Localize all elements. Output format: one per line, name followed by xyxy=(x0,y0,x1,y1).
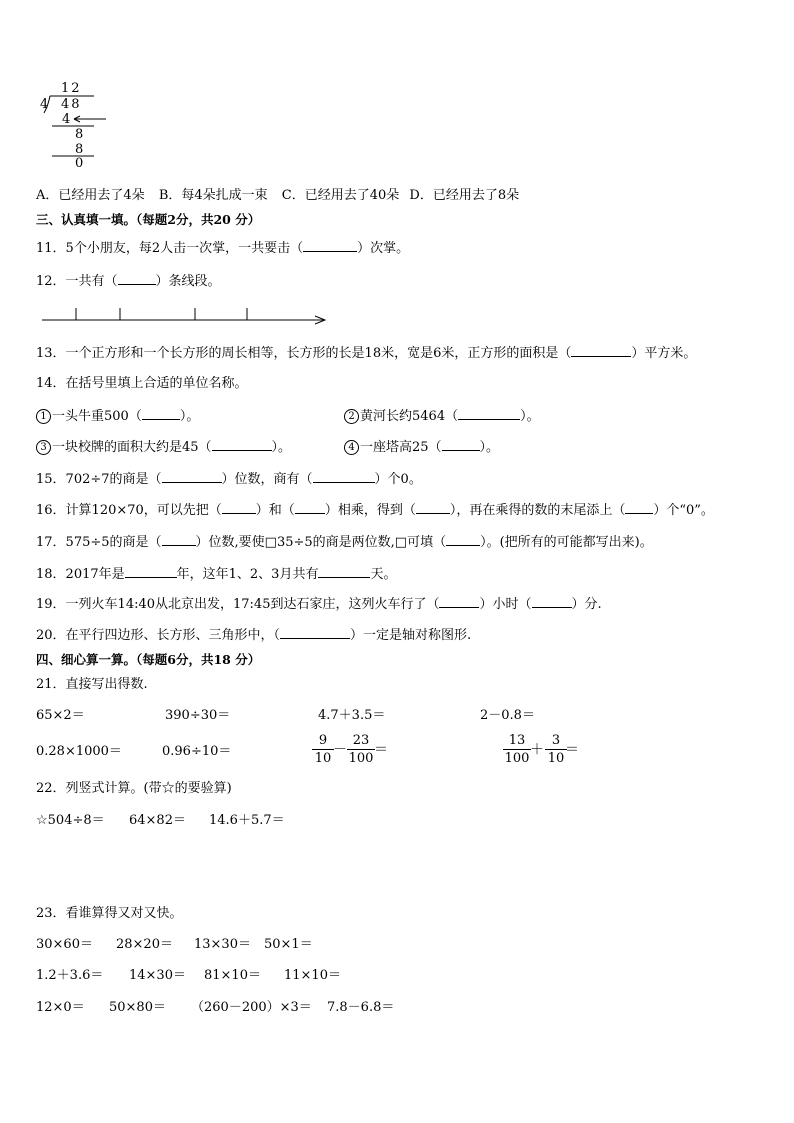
q23-item-9: 12×0＝ xyxy=(36,1000,85,1015)
circled-1: 1 xyxy=(36,409,51,424)
q14-item-1-text: 一头牛重500（ xyxy=(52,409,142,424)
q14-item-3-text: 一块校牌的面积大约是45（ xyxy=(52,440,212,455)
q14-item-4-blank[interactable] xyxy=(442,438,480,451)
q23-item-7: 81×10＝ xyxy=(204,968,261,983)
q12-text: 12．一共有（ xyxy=(36,274,118,289)
q23-item-3: 13×30＝ xyxy=(194,937,251,952)
q15-text-1: 15．702÷7的商是（ xyxy=(36,472,162,487)
q19 xyxy=(36,595,602,613)
q12 xyxy=(36,272,221,290)
q17-blank-2[interactable] xyxy=(446,533,480,546)
q15-blank-1[interactable] xyxy=(162,470,222,483)
q11-text: 11．5个小朋友，每2人击一次掌，一共要击（ xyxy=(36,241,304,256)
q23-item-4: 50×1＝ xyxy=(264,937,313,952)
q14-item-1 xyxy=(36,407,199,425)
q15-text-3: ）个0。 xyxy=(374,472,422,487)
division-step-3: 8 xyxy=(75,142,84,157)
q18 xyxy=(36,565,396,583)
q17-blank-1[interactable] xyxy=(162,533,196,546)
q21-frac-1-op: － xyxy=(333,742,347,758)
q20-blank[interactable] xyxy=(280,626,350,639)
q22-item-1: ☆504÷8＝ xyxy=(36,813,105,828)
q23-item-6: 14×30＝ xyxy=(129,968,186,983)
q21-frac-1-eq: ＝ xyxy=(374,742,388,758)
q15-text-2: ）位数，商有（ xyxy=(221,472,313,487)
q21-frac-2-op: ＋ xyxy=(530,742,544,758)
circled-4: 4 xyxy=(344,440,359,455)
q12-blank[interactable] xyxy=(118,272,156,285)
q21-frac-1a xyxy=(312,733,334,767)
frac-denominator: 10 xyxy=(312,749,334,767)
q18-text-3: 天。 xyxy=(370,567,397,582)
q14-item-4-end: ）。 xyxy=(479,440,500,455)
option-b: B．每4朵扎成一束 xyxy=(158,188,268,203)
q14-title: 14．在括号里填上合适的单位名称。 xyxy=(36,376,248,391)
q13-text: 13．一个正方形和一个长方形的周长相等，长方形的长是18米，宽是6米，正方形的面积是（ xyxy=(36,346,572,361)
option-c: C．已经用去了40朵 xyxy=(281,188,400,203)
q21-item-3: 4.7＋3.5＝ xyxy=(318,708,386,723)
q13 xyxy=(36,344,696,362)
q22-item-2: 64×82＝ xyxy=(129,813,186,828)
q23-item-12: 7.8－6.8＝ xyxy=(327,1000,395,1015)
q14-item-2 xyxy=(344,407,540,425)
q21-title: 21．直接写出得数. xyxy=(36,677,148,692)
division-quotient: 12 xyxy=(61,81,82,96)
q14-item-2-end: ）。 xyxy=(520,409,540,424)
q17-text-1: 17．575÷5的商是（ xyxy=(36,535,162,550)
q16-text-3: ）相乘，得到（ xyxy=(324,503,416,518)
q14-item-3-blank[interactable] xyxy=(212,438,272,451)
q14-item-2-text: 黄河长约5464（ xyxy=(360,409,459,424)
q19-blank-1[interactable] xyxy=(439,595,479,608)
q15 xyxy=(36,470,422,488)
q23-item-5: 1.2＋3.6＝ xyxy=(36,968,104,983)
q14-item-4-text: 一座塔高25（ xyxy=(360,440,442,455)
frac-numerator: 13 xyxy=(508,733,526,748)
option-d: D．已经用去了8朵 xyxy=(409,188,520,203)
q21-item-5: 0.28×1000＝ xyxy=(36,744,122,759)
q15-blank-2[interactable] xyxy=(313,470,375,483)
q23-item-1: 30×60＝ xyxy=(36,937,93,952)
q22-item-3: 14.6＋5.7＝ xyxy=(209,813,285,828)
q16-blank-3[interactable] xyxy=(416,501,450,514)
q21-item-1: 65×2＝ xyxy=(36,708,85,723)
q23-item-11: （260－200）×3＝ xyxy=(191,1000,312,1015)
q12-text-end: ）条线段。 xyxy=(155,274,221,289)
q18-text-2: 年，这年1、2、3月共有 xyxy=(176,567,319,582)
q13-text-end: ）平方米。 xyxy=(631,346,697,361)
division-step-2: 8 xyxy=(75,127,84,142)
q21-item-6: 0.96÷10＝ xyxy=(162,744,232,759)
q11 xyxy=(36,239,409,257)
frac-numerator: 3 xyxy=(551,733,561,748)
q16 xyxy=(36,501,714,519)
q11-blank[interactable] xyxy=(303,239,357,252)
frac-numerator: 23 xyxy=(352,733,370,748)
frac-denominator: 10 xyxy=(545,749,567,767)
q14-item-3-end: ）。 xyxy=(271,440,292,455)
q19-text-2: ）小时（ xyxy=(479,597,532,612)
q13-blank[interactable] xyxy=(571,344,631,357)
q19-text-1: 19．一列火车14:40从北京出发，17:45到达石家庄，这列火车行了（ xyxy=(36,597,440,612)
q14-item-1-blank[interactable] xyxy=(142,407,180,420)
q18-blank-2[interactable] xyxy=(318,565,370,578)
q19-text-3: ）分. xyxy=(571,597,602,612)
q20-text-2: ）一定是轴对称图形. xyxy=(350,628,472,643)
q16-text-1: 16．计算120×70，可以先把（ xyxy=(36,503,222,518)
q21-frac-2b xyxy=(545,733,567,767)
q21-frac-2-eq: ＝ xyxy=(565,742,579,758)
circled-3: 3 xyxy=(36,440,51,455)
q23-item-2: 28×20＝ xyxy=(116,937,173,952)
division-dividend: 48 xyxy=(61,97,82,112)
q10-options xyxy=(36,188,519,204)
q18-blank-1[interactable] xyxy=(125,565,177,578)
q23-item-10: 50×80＝ xyxy=(109,1000,166,1015)
q17 xyxy=(36,533,653,551)
frac-numerator: 9 xyxy=(318,733,328,748)
q14-item-4 xyxy=(344,438,499,456)
q18-text-1: 18．2017年是 xyxy=(36,567,125,582)
q16-text-2: ）和（ xyxy=(255,503,295,518)
q14-item-3 xyxy=(36,438,291,456)
division-lines xyxy=(0,80,110,170)
q23-title: 23．看谁算得又对又快。 xyxy=(36,906,183,921)
q23-item-8: 11×10＝ xyxy=(284,968,341,983)
q22-title: 22．列竖式计算。(带☆的要验算) xyxy=(36,781,232,796)
q21-frac-1b xyxy=(347,733,375,767)
q14-item-2-blank[interactable] xyxy=(458,407,520,420)
option-a: A．已经用去了4朵 xyxy=(36,188,145,203)
q17-text-3: ）。(把所有的可能都写出来)。 xyxy=(480,535,653,550)
q19-blank-2[interactable] xyxy=(532,595,572,608)
division-remainder: 0 xyxy=(75,156,84,171)
q16-blank-4[interactable] xyxy=(625,501,653,514)
q14-item-1-end: ）。 xyxy=(179,409,200,424)
division-step-1: 4 xyxy=(62,112,71,127)
q21-frac-2a xyxy=(503,733,531,767)
q16-blank-2[interactable] xyxy=(295,501,325,514)
division-divisor: 4 xyxy=(40,97,49,112)
q16-blank-1[interactable] xyxy=(222,501,256,514)
q21-item-2: 390÷30＝ xyxy=(165,708,231,723)
q16-text-5: ）个“0”。 xyxy=(653,503,714,518)
q12-ray-figure xyxy=(40,308,340,328)
q11-text-end: ）次掌。 xyxy=(357,241,410,256)
circled-2: 2 xyxy=(344,409,359,424)
q20 xyxy=(36,626,471,644)
section-4-title: 四、细心算一算。（每题6分，共18 分） xyxy=(36,652,261,667)
section-3-title: 三、认真填一填。（每题2分，共20 分） xyxy=(36,212,261,227)
frac-denominator: 100 xyxy=(348,751,374,766)
frac-denominator: 100 xyxy=(504,751,530,766)
q17-text-2: ）位数,要使□35÷5的商是两位数,□可填（ xyxy=(195,535,447,550)
q21-item-4: 2－0.8＝ xyxy=(480,708,535,723)
q16-text-4: ），再在乘得的数的末尾添上（ xyxy=(449,503,626,518)
q20-text-1: 20．在平行四边形、长方形、三角形中，（ xyxy=(36,628,281,643)
